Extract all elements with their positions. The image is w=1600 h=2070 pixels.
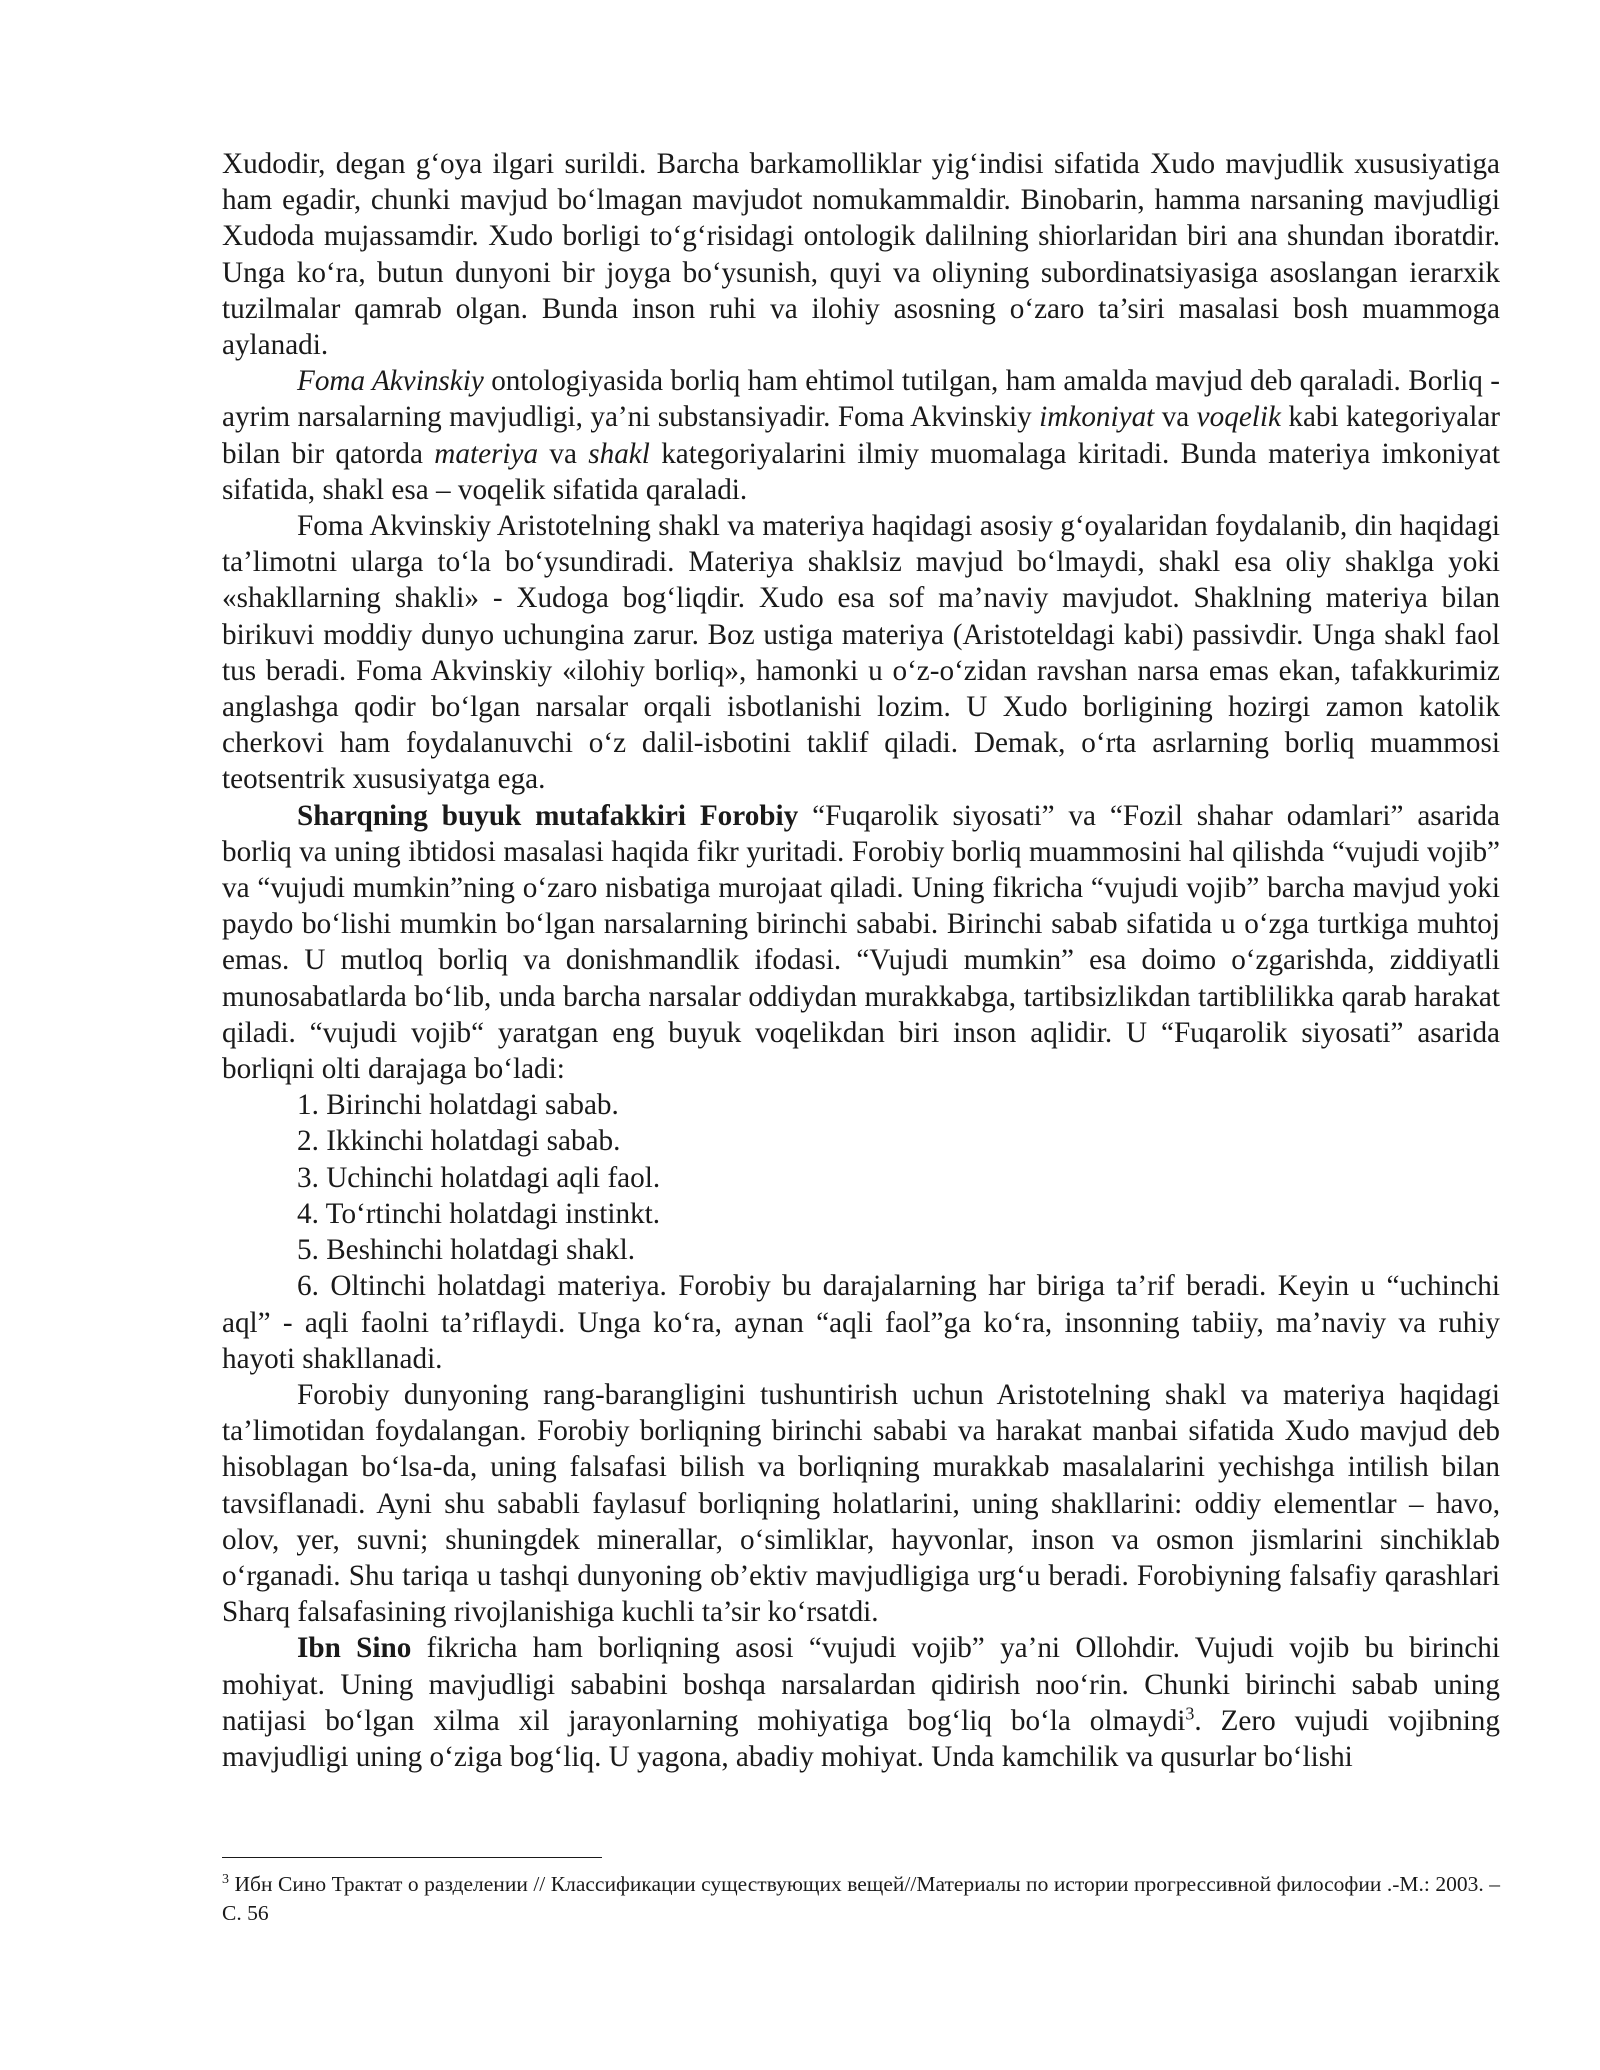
footnote-number: 3 bbox=[222, 1871, 229, 1887]
paragraph-7 bbox=[222, 1630, 1500, 1775]
footnote-separator bbox=[222, 1857, 602, 1858]
footnote-text: Ибн Сино Трактат о разделении // Классификации существующих вещей//Материалы по истории прогрессивной философии .-М.: 2003. –С. 56 bbox=[222, 1872, 1500, 1925]
text-run: kabi kategoriyalar bilan bir qatorda bbox=[222, 401, 1500, 470]
text-run: fikricha ham borliqning asosi “vujudi vojib” ya’ni Ollohdir. Vujudi vojib bu birinchi mohiyat. Uning mavjudligi sababini boshqa narsalardan qidirish noo‘rin. Chunki birinchi sabab uning natijasi bo‘lgan xilma xil jarayonlarning mohiyatiga bog‘liq bo‘la olmaydi bbox=[222, 1632, 1501, 1737]
italic-term: voqelik bbox=[1196, 401, 1281, 434]
text-run: . Zero vujudi vojibning mavjudligi uning o‘ziga bog‘liq. U yagona, abadiy mohiyat. Unda kamchilik va qusurlar bo‘lishi bbox=[222, 1704, 1500, 1773]
italic-term: Foma Akvinskiy bbox=[297, 365, 484, 398]
text-run: va bbox=[1154, 401, 1197, 434]
levels-list bbox=[222, 1087, 1500, 1268]
document-body bbox=[222, 146, 1500, 1775]
italic-term: materiya bbox=[434, 437, 539, 470]
paragraph-2 bbox=[222, 363, 1500, 508]
list-item: 1. Birinchi holatdagi sabab. bbox=[297, 1089, 619, 1122]
paragraph-3: Foma Akvinskiy Aristotelning shakl va materiya haqidagi asosiy g‘oyalaridan foydalanib, din haqidagi ta’limotni ularga to‘la bo‘ysundiradi. Materiya shaklsiz mavjud bo‘lmaydi, shakl esa oliy shaklga yoki «shakllarning shakli» - Xudoga bog‘liqdir. Xudo esa sof ma’naviy mavjudot. Shaklning materiya bilan birikuvi moddiy dunyo uchungina zarur. Boz ustiga materiya (Aristoteldagi kabi) passivdir. Unga shakl faol tus beradi. Foma Akvinskiy «ilohiy borliq», hamonki u o‘z-o‘zidan ravshan narsa emas ekan, tafakkurimiz anglashga qodir bo‘lgan narsalar orqali isbotlanishi lozim. U Xudo borligining hozirgi zamon katolik cherkovi ham foydalanuvchi o‘z dalil-isbotini taklif qiladi. Demak, o‘rta asrlarning borliq muammosi teotsentrik xususiyatga ega. bbox=[222, 510, 1500, 796]
paragraph-6: Forobiy dunyoning rang-barangligini tushuntirish uchun Aristotelning shakl va materiya haqidagi ta’limotidan foydalangan. Forobiy borliqning birinchi sababi va harakat manbai sifatida Xudo mavjud deb hisoblagan bo‘lsa-da, uning falsafasi bilish va borliqning murakkab masalalarini yechishga intilish bilan tavsiflanadi. Ayni shu sababli faylasuf borliqning holatlarini, uning shakllarini: oddiy elementlar – havo, olov, yer, suvni; shuningdek minerallar, o‘simliklar, hayvonlar, inson va osmon jismlarini sinchiklab o‘rganadi. Shu tariqa u tashqi dunyoning ob’ektiv mavjudligiga urg‘u beradi. Forobiyning falsafiy qarashlari Sharq falsafasining rivojlanishiga kuchli ta’sir ko‘rsatdi. bbox=[222, 1378, 1500, 1629]
list-item: 5. Beshinchi holatdagi shakl. bbox=[297, 1234, 636, 1267]
text-run: va bbox=[538, 437, 589, 470]
list-item: 2. Ikkinchi holatdagi sabab. bbox=[297, 1125, 621, 1158]
text-run: kategoriyalarini ilmiy muomalaga kiritadi. Bunda materiya imkoniyat sifatida, shakl esa – voqelik sifatida qaraladi. bbox=[222, 437, 1500, 506]
paragraph-1: Xudodir, degan g‘oya ilgari surildi. Barcha barkamolliklar yig‘indisi sifatida Xudo mavjudlik xususiyatiga ham egadir, chunki mavjud bo‘lmagan mavjudot nomukammaldir. Binobarin, hamma narsaning mavjudligi Xudoda mujassamdir. Xudo borligi to‘g‘risidagi ontologik dalilning shiorlaridan biri ana shundan iboratdir. Unga ko‘ra, butun dunyoni bir joyga bo‘ysunish, quyi va oliyning subordinatsiyasiga asoslangan ierarxik tuzilmalar qamrab olgan. Bunda inson ruhi va ilohiy asosning o‘zaro ta’siri masalasi bosh muammoga aylanadi. bbox=[222, 148, 1500, 362]
italic-term: shakl bbox=[588, 437, 650, 470]
text-run: “Fuqarolik siyosati” va “Fozil shahar odamlari” asarida borliq va uning ibtidosi masalasi haqida fikr yuritadi. Forobiy borliq muammosini hal qilishda “vujudi vojib” va “vujudi mumkin”ning o‘zaro nisbatiga murojaat qiladi. Uning fikricha “vujudi vojib” barcha mavjud yoki paydo bo‘lishi mumkin bo‘lgan narsalarning birinchi sababi. Birinchi sabab sifatida u o‘zga turtkiga muhtoj emas. U mutloq borliq va donishmandlik ifodasi. “Vujudi mumkin” esa doimo o‘zgarishda, ziddiyatli munosabatlarda bo‘lib, unda barcha narsalar oddiydan murakkabga, tartibsizlikdan tartiblilikka qarab harakat qiladi. “vujudi vojib“ yaratgan eng buyuk voqelikdan biri inson aqlidir. U “Fuqarolik siyosati” asarida borliqni olti darajaga bo‘ladi: bbox=[222, 799, 1500, 1086]
footnote-reference: 3 bbox=[1185, 1703, 1195, 1723]
paragraph-5: 6. Oltinchi holatdagi materiya. Forobiy bu darajalarning har biriga ta’rif beradi. Keyin u “uchinchi aql” - aqli faolni ta’riflaydi. Unga ko‘ra, aynan “aqli faol”ga ko‘ra, insonning tabiiy, ma’naviy va ruhiy hayoti shakllanadi. bbox=[222, 1270, 1500, 1375]
footnote bbox=[222, 1870, 1500, 1928]
bold-heading-ibn-sino: Ibn Sino bbox=[297, 1632, 412, 1665]
paragraph-4 bbox=[222, 798, 1500, 1088]
list-item: 3. Uchinchi holatdagi aqli faol. bbox=[297, 1161, 661, 1194]
text-run: ontologiyasida borliq ham ehtimol tutilgan, ham amalda mavjud deb qaraladi. Borliq - ayrim narsalarning mavjudligi, ya’ni substansiyadir. Foma Akvinskiy bbox=[222, 365, 1500, 434]
bold-heading-forobiy: Sharqning buyuk mutafakkiri Forobiy bbox=[297, 799, 799, 832]
list-item: 4. To‘rtinchi holatdagi instinkt. bbox=[297, 1197, 661, 1230]
italic-term: imkoniyat bbox=[1039, 401, 1155, 434]
